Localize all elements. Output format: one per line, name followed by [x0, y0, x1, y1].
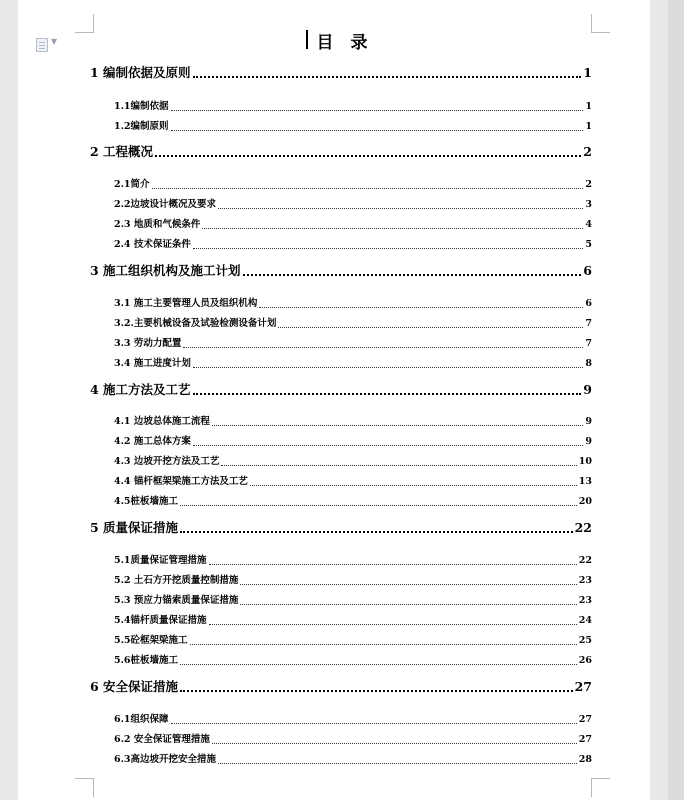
dot-leader: [193, 393, 582, 395]
toc-entry-section[interactable]: [114, 733, 592, 747]
dot-leader: [259, 307, 583, 308]
toc-page-number: 24: [578, 615, 592, 626]
toc-entry-chapter[interactable]: [90, 143, 592, 161]
toc-entry-section[interactable]: [114, 415, 592, 429]
toc-entry-chapter[interactable]: [90, 381, 592, 399]
toc-page-number: 20: [578, 496, 592, 507]
toc-entry-section[interactable]: [114, 713, 592, 727]
toc-entry-section[interactable]: [114, 455, 592, 469]
toc-entry-title: 5 质量保证措施: [90, 520, 179, 535]
toc-page-number: 7: [585, 318, 592, 329]
toc-entry-section[interactable]: [114, 594, 592, 608]
dot-leader: [190, 644, 577, 645]
toc-page-number: 10: [578, 456, 592, 467]
dot-leader: [250, 485, 577, 486]
toc-entry-title: 4.4 锚杆框架梁施工方法及工艺: [114, 476, 248, 487]
crop-mark-bottom-left: [75, 778, 94, 797]
toc-entry-title: 2.4 技术保证条件: [114, 239, 191, 250]
toc-entry-section[interactable]: [114, 654, 592, 668]
toc-entry-title: 5.4锚杆质量保证措施: [114, 615, 207, 626]
toc-entry-title: 2.2边坡设计概况及要求: [114, 199, 217, 210]
toc-entry-title: 4 施工方法及工艺: [90, 382, 191, 397]
toc-page-number: 13: [578, 476, 592, 487]
dot-leader: [193, 76, 582, 78]
toc-entry-title: 5.5砼框架梁施工: [114, 635, 188, 646]
toc-entry-title: 2 工程概况: [90, 144, 154, 159]
dot-leader: [202, 228, 583, 229]
toc-entry-title: 1.1编制依据: [114, 101, 169, 112]
toc-page-number: 28: [578, 754, 592, 765]
toc-entry-section[interactable]: [114, 337, 592, 351]
toc-entry-section[interactable]: [114, 100, 592, 114]
toc-entry-section[interactable]: [114, 495, 592, 509]
toc-entry-section[interactable]: [114, 475, 592, 489]
chevron-down-icon[interactable]: ▼: [51, 37, 58, 46]
toc-page-number: 3: [585, 199, 592, 210]
dot-leader: [171, 110, 584, 111]
dot-leader: [171, 723, 577, 724]
scrollbar-track[interactable]: [668, 0, 684, 800]
dot-leader: [183, 347, 583, 348]
toc-entry-title: 6 安全保证措施: [90, 679, 179, 694]
dot-leader: [155, 155, 581, 157]
toc-page-number: 27: [574, 679, 592, 694]
dot-leader: [209, 624, 577, 625]
toc-entry-title: 3.2.主要机械设备及试验检测设备计划: [114, 318, 277, 329]
toc-page-number: 6: [583, 263, 592, 278]
dot-leader: [180, 505, 577, 506]
dot-leader: [180, 664, 577, 665]
dot-leader: [218, 208, 583, 209]
toc-entry-title: 4.5桩板墙施工: [114, 496, 179, 507]
toc-page-number: 23: [578, 595, 592, 606]
dot-leader: [180, 690, 573, 692]
toc-page-number: 2: [583, 144, 592, 159]
toc-page-number: 9: [585, 436, 592, 447]
toc-page-number: 27: [578, 714, 592, 725]
toc-entry-title: 3.4 施工进度计划: [114, 358, 191, 369]
text-cursor: [306, 30, 308, 49]
dot-leader: [212, 743, 577, 744]
dot-leader: [193, 248, 584, 249]
toc-entry-section[interactable]: [114, 753, 592, 767]
toc-page-number: 1: [585, 101, 592, 112]
toc-page-number: 9: [585, 416, 592, 427]
toc-entry-section[interactable]: [114, 178, 592, 192]
toc-page-number: 27: [578, 734, 592, 745]
toc-entry-title: 4.1 边坡总体施工流程: [114, 416, 210, 427]
toc-entry-title: 3 施工组织机构及施工计划: [90, 263, 241, 278]
toc-entry-section[interactable]: [114, 614, 592, 628]
toc-entry-section[interactable]: [114, 198, 592, 212]
toc-page-number: 25: [578, 635, 592, 646]
toc-entry-section[interactable]: [114, 574, 592, 588]
toc-page-number: 8: [585, 358, 592, 369]
toc-page-number: 5: [585, 239, 592, 250]
toc-entry-chapter[interactable]: [90, 64, 592, 82]
toc-entry-title: 5.2 土石方开挖质量控制措施: [114, 575, 239, 586]
toc-entry-section[interactable]: [114, 554, 592, 568]
toc-entry-chapter[interactable]: [90, 519, 592, 537]
toc-entry-title: 2.3 地质和气候条件: [114, 219, 201, 230]
toc-entry-title: 4.3 边坡开挖方法及工艺: [114, 456, 220, 467]
toc-entry-section[interactable]: [114, 634, 592, 648]
toc-entry-section[interactable]: [114, 435, 592, 449]
toc-page-number: 1: [583, 65, 592, 80]
dot-leader: [180, 531, 573, 533]
toc-entry-chapter[interactable]: [90, 678, 592, 696]
dot-leader: [152, 188, 584, 189]
toc-entry-title: 5.3 预应力锚索质量保证措施: [114, 595, 239, 606]
dot-leader: [240, 584, 576, 585]
crop-mark-bottom-right: [591, 778, 610, 797]
toc-page-number: 22: [578, 555, 592, 566]
toc-entry-title: 6.3高边坡开挖安全措施: [114, 754, 217, 765]
toc-page-number: 7: [585, 338, 592, 349]
toc-page-number: 9: [583, 382, 592, 397]
toc-entry-title: 2.1简介: [114, 179, 150, 190]
toc-page-number: 1: [585, 121, 592, 132]
dot-leader: [193, 445, 584, 446]
toc-entry-section[interactable]: [114, 297, 592, 311]
dot-leader: [218, 763, 577, 764]
toc-entry-chapter[interactable]: [90, 262, 592, 280]
toc-entry-section[interactable]: [114, 218, 592, 232]
toc-page-number: 26: [578, 655, 592, 666]
dot-leader: [171, 130, 584, 131]
toc-entry-title: 4.2 施工总体方案: [114, 436, 191, 447]
toc-entry-title: 6.2 安全保证管理措施: [114, 734, 210, 745]
toc-page-number: 6: [585, 298, 592, 309]
dot-leader: [212, 425, 584, 426]
toc-entry-section[interactable]: [114, 317, 592, 331]
toc-page-number: 4: [585, 219, 592, 230]
toc-entry-title: 6.1组织保障: [114, 714, 169, 725]
toc-entry-title: 1.2编制原则: [114, 121, 169, 132]
dot-leader: [209, 564, 577, 565]
toc-entry-title: 5.6桩板墙施工: [114, 655, 179, 666]
toc-entry-title: 3.3 劳动力配置: [114, 338, 182, 349]
toc-entry-section[interactable]: [114, 238, 592, 252]
dot-leader: [240, 604, 576, 605]
toc-page-number: 23: [578, 575, 592, 586]
toc-entry-title: 3.1 施工主要管理人员及组织机构: [114, 298, 258, 309]
dot-leader: [278, 327, 583, 328]
dot-leader: [193, 367, 584, 368]
toc-entry-section[interactable]: [114, 357, 592, 371]
toc-entry-title: 5.1质量保证管理措施: [114, 555, 207, 566]
dot-leader: [243, 274, 582, 276]
toc-page-number: 2: [585, 179, 592, 190]
dot-leader: [221, 465, 576, 466]
toc-page-number: 22: [574, 520, 592, 535]
toc-entry-title: 1 编制依据及原则: [90, 65, 191, 80]
toc-title: 目 录: [316, 33, 368, 53]
toc-entry-section[interactable]: [114, 120, 592, 134]
